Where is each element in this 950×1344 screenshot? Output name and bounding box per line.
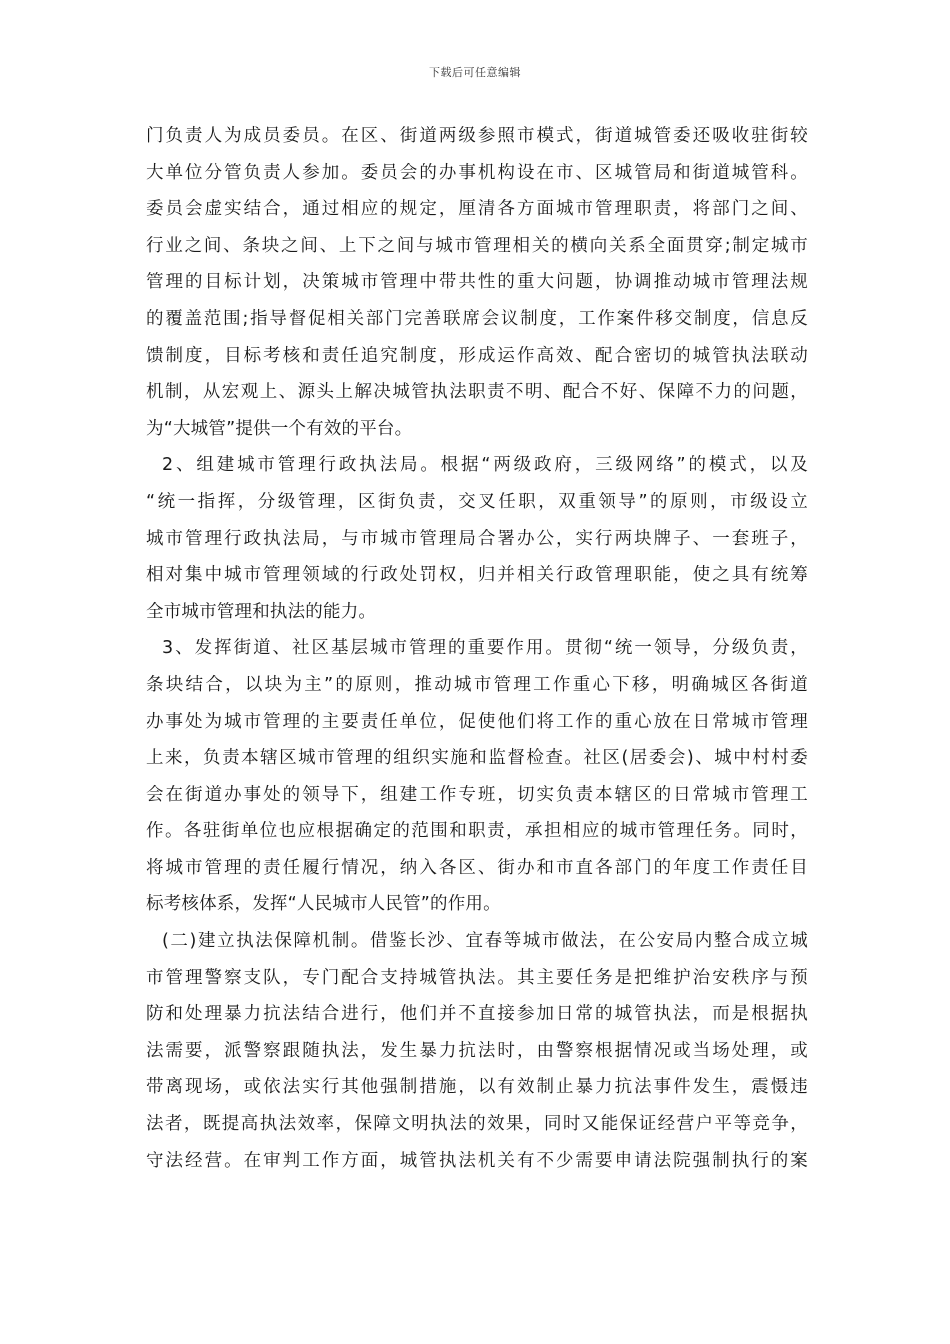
text-line: 条块结合，以块为主”的原则，推动城市管理工作重心下移，明确城区各街道 [146, 674, 808, 695]
text-line: 办事处为城市管理的主要责任单位，促使他们将工作的重心放在日常城市管理 [146, 711, 808, 732]
text-line: (二)建立执法保障机制。借鉴长沙、宜春等城市做法，在公安局内整合成立城 [162, 931, 808, 952]
paragraph-enforcement-bureau [146, 447, 808, 630]
text-line: 防和处理暴力抗法结合进行，他们并不直接参加日常的城管执法，而是根据执 [146, 1004, 808, 1025]
text-line: 法需要，派警察跟随执法，发生暴力抗法时，由警察根据情况或当场处理，或 [146, 1040, 808, 1061]
text-line: 标考核体系，发挥“人民城市人民管”的作用。 [146, 894, 501, 915]
text-line: 3、发挥街道、社区基层城市管理的重要作用。贯彻“统一领导，分级负责， [162, 638, 808, 659]
text-line: 为“大城管”提供一个有效的平台。 [146, 418, 413, 439]
text-line: 委员会虚实结合，通过相应的规定，厘清各方面城市管理职责，将部门之间、 [146, 199, 808, 220]
text-line: 机制，从宏观上、源头上解决城管执法职责不明、配合不好、保障不力的问题， [146, 382, 808, 403]
text-line: 守法经营。在审判工作方面，城管执法机关有不少需要申请法院强制执行的案 [146, 1150, 808, 1171]
text-line: 会在街道办事处的领导下，组建工作专班，切实负责本辖区的日常城市管理工 [146, 784, 808, 805]
text-line: 上来，负责本辖区城市管理的组织实施和监督检查。社区(居委会)、城中村村委 [146, 748, 808, 769]
text-line: 的覆盖范围;指导督促相关部门完善联席会议制度，工作案件移交制度，信息反 [146, 308, 808, 329]
text-line: 全市城市管理和执法的能力。 [146, 601, 377, 622]
text-line: 管理的目标计划，决策城市管理中带共性的重大问题，协调推动城市管理法规 [146, 272, 808, 293]
text-line: 带离现场，或依法实行其他强制措施，以有效制止暴力抗法事件发生，震慑违 [146, 1077, 808, 1098]
text-line: 法者，既提高执法效率，保障文明执法的效果，同时又能保证经营户平等竞争， [146, 1114, 808, 1135]
page-header: 下载后可任意编辑 [429, 66, 521, 79]
text-line: 将城市管理的责任履行情况，纳入各区、街办和市直各部门的年度工作责任目 [146, 857, 808, 878]
text-line: 大单位分管负责人参加。委员会的办事机构设在市、区城管局和街道城管科。 [146, 162, 808, 183]
text-line: 馈制度，目标考核和责任追究制度，形成运作高效、配合密切的城管执法联动 [146, 345, 808, 366]
text-line: 门负责人为成员委员。在区、街道两级参照市模式，街道城管委还吸收驻街较 [146, 126, 808, 146]
text-line: 作。各驻街单位也应根据确定的范围和职责，承担相应的城市管理任务。同时， [146, 821, 808, 842]
text-line: 相对集中城市管理领域的行政处罚权，归并相关行政管理职能，使之具有统筹 [146, 565, 808, 586]
text-line: 2、组建城市管理行政执法局。根据“两级政府，三级网络”的模式，以及 [162, 455, 808, 476]
text-line: 城市管理行政执法局，与市城市管理局合署办公，实行两块牌子、一套班子， [146, 528, 808, 549]
paragraph-committee [146, 118, 808, 447]
paragraph-enforcement-guarantee [146, 923, 808, 1179]
text-line: “统一指挥，分级管理，区街负责，交叉任职，双重领导”的原则，市级设立 [146, 491, 808, 512]
text-line: 行业之间、条块之间、上下之间与城市管理相关的横向关系全面贯穿;制定城市 [146, 235, 808, 256]
document-body [146, 118, 808, 1179]
paragraph-community-role [146, 630, 808, 923]
text-line: 市管理警察支队，专门配合支持城管执法。其主要任务是把维护治安秩序与预 [146, 967, 808, 988]
